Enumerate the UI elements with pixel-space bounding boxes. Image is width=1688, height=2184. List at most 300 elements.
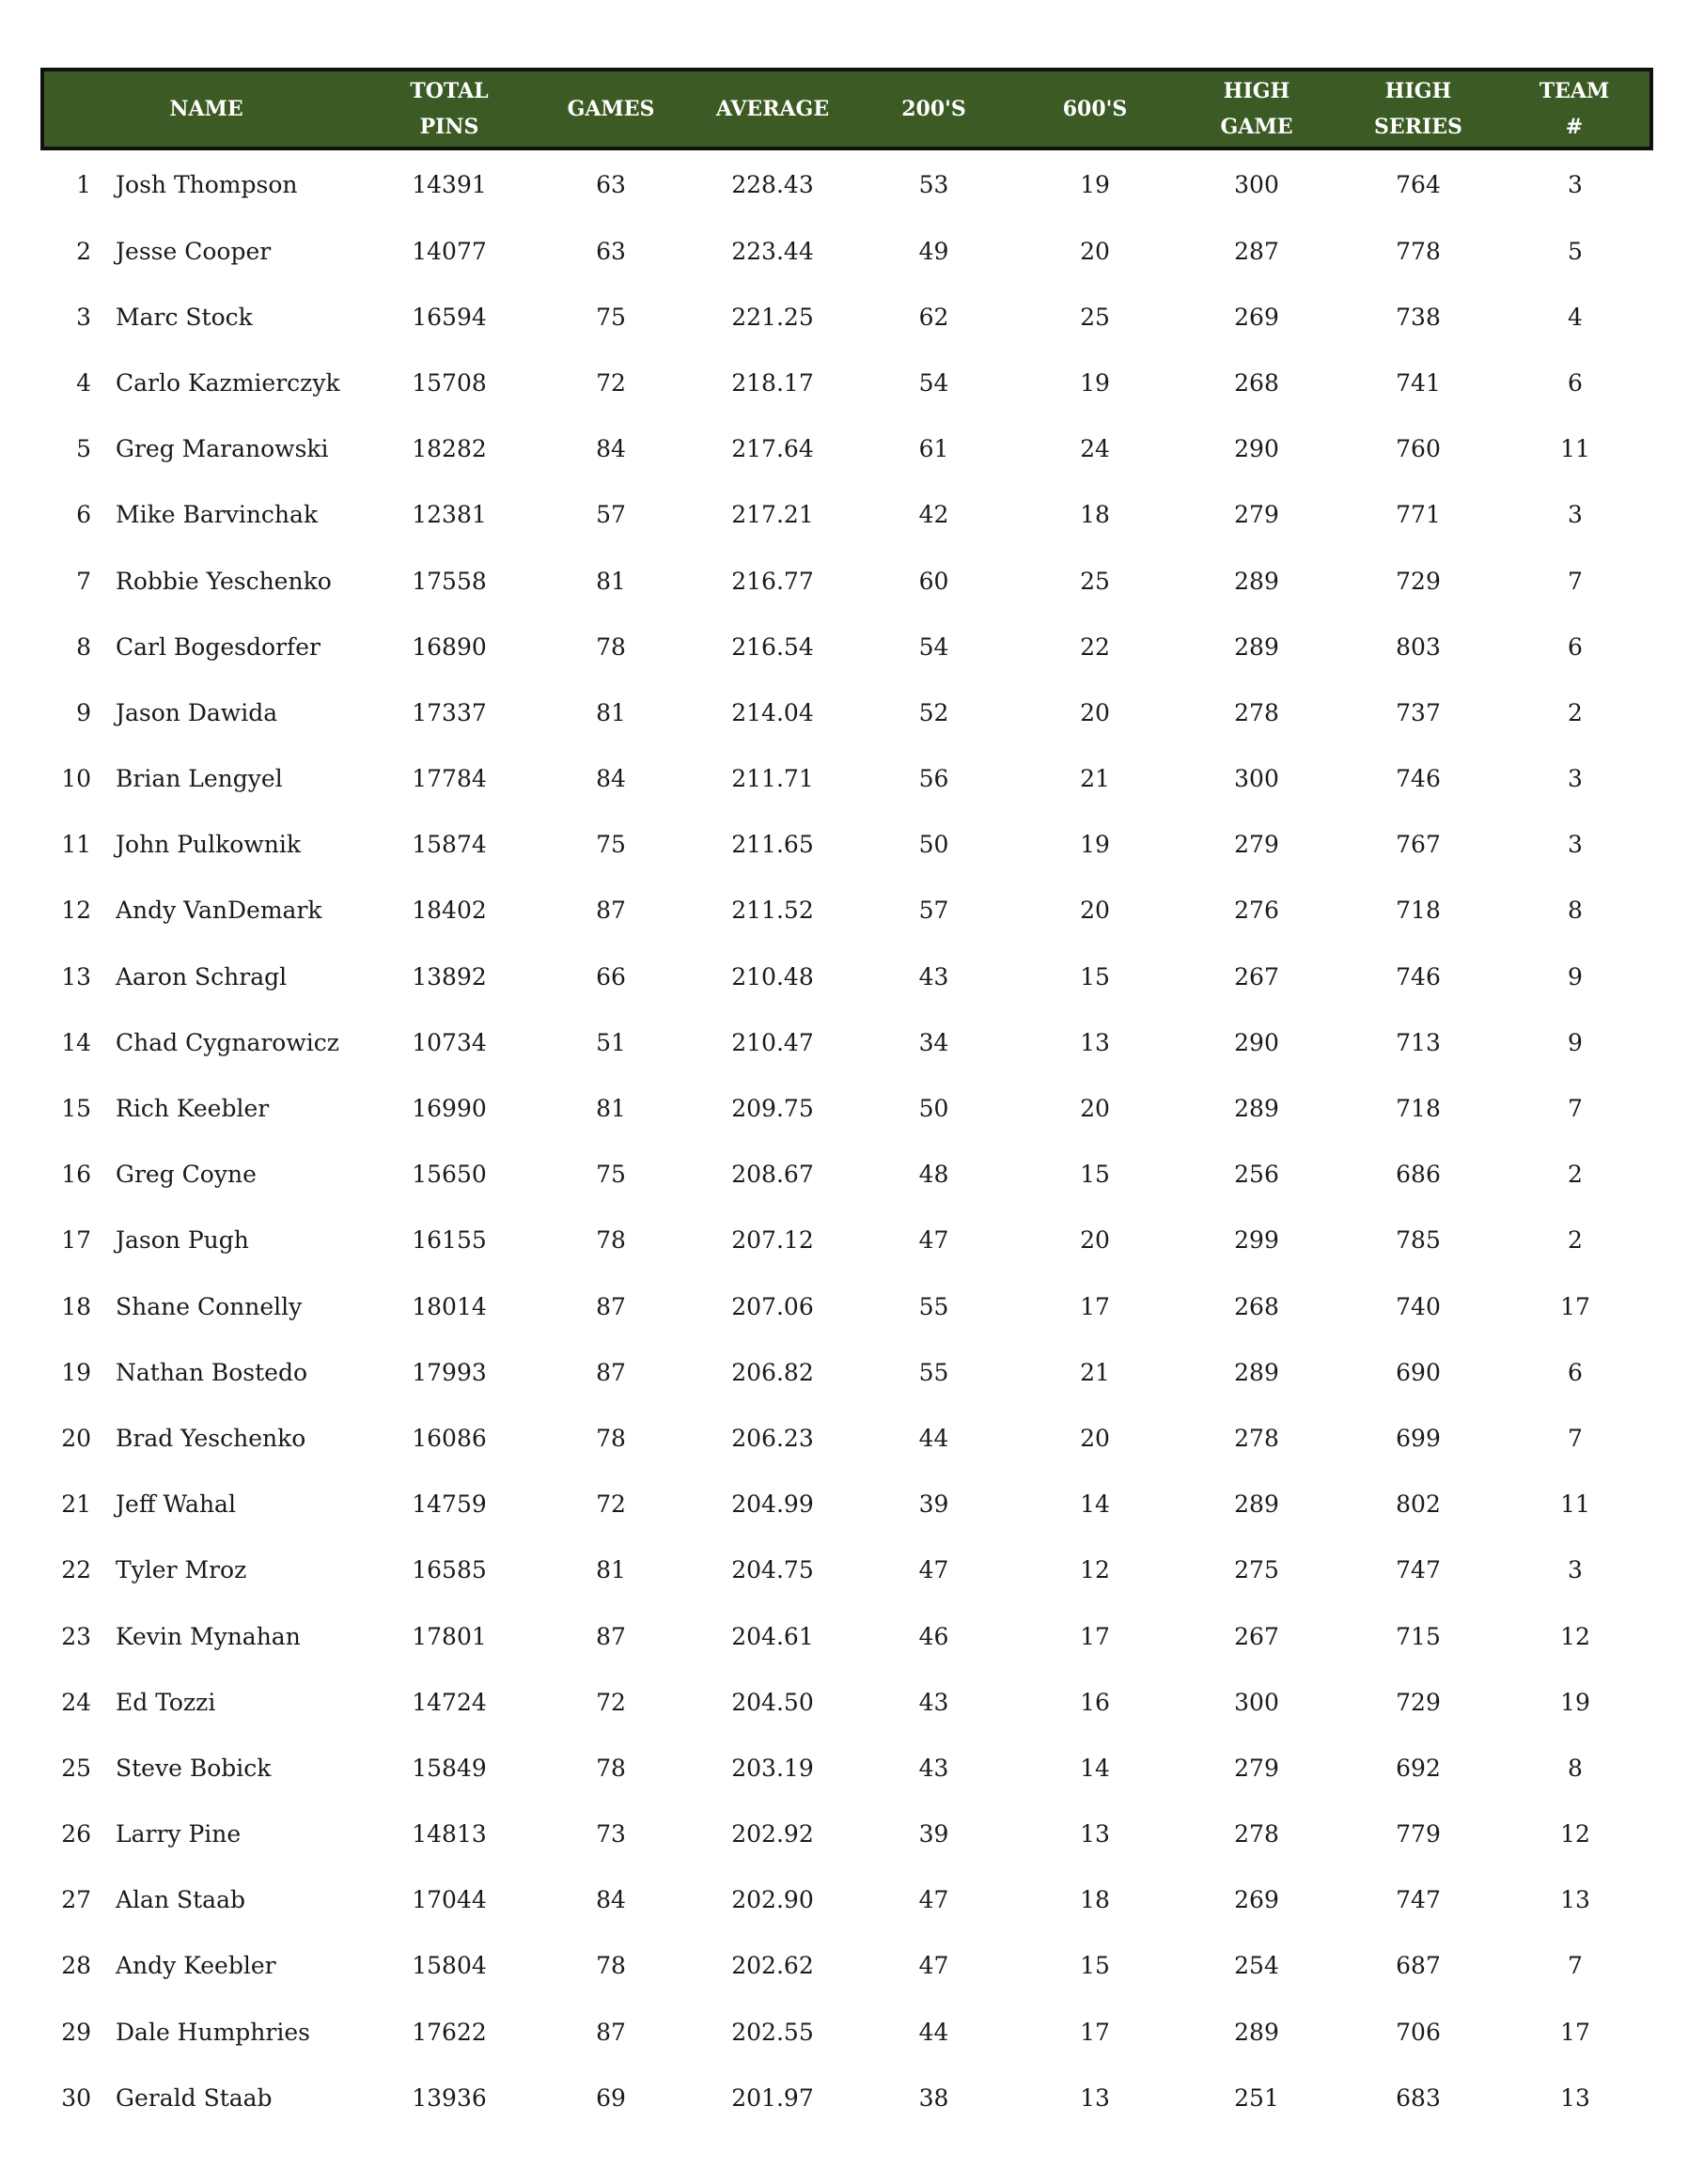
cell-name: Chad Cygnarowicz [116,1028,339,1056]
cell-six-hundreds: 15 [1080,1952,1110,1980]
cell-six-hundreds: 21 [1080,765,1110,793]
cell-average: 203.19 [731,1754,814,1782]
cell-six-hundreds: 20 [1080,1424,1110,1452]
cell-rank: 6 [76,501,91,529]
cell-team: 11 [1560,1490,1590,1519]
cell-average: 201.97 [731,2083,814,2112]
cell-average: 202.92 [731,1820,814,1849]
cell-name: Marc Stock [116,303,253,331]
cell-total-pins: 15650 [412,1161,487,1189]
header-label-line: TEAM [1539,79,1610,103]
cell-games: 75 [596,831,626,859]
cell-rank: 29 [61,2018,91,2046]
cell-two-hundreds: 44 [918,2018,949,2046]
cell-six-hundreds: 25 [1080,567,1110,595]
cell-average: 211.65 [731,831,814,859]
cell-games: 81 [596,1556,626,1584]
cell-average: 217.64 [731,435,814,463]
cell-high-series: 699 [1396,1424,1441,1452]
cell-team: 9 [1568,1028,1583,1056]
table-row [42,944,1651,1009]
cell-two-hundreds: 42 [918,501,949,529]
cell-six-hundreds: 13 [1080,1028,1110,1056]
cell-total-pins: 12381 [412,501,487,529]
cell-average: 206.82 [731,1358,814,1386]
cell-team: 19 [1560,1688,1590,1716]
cell-two-hundreds: 48 [918,1161,949,1189]
cell-games: 84 [596,1886,626,1914]
cell-two-hundreds: 55 [918,1358,949,1386]
cell-team: 17 [1560,1292,1590,1320]
cell-high-series: 687 [1396,1952,1441,1980]
cell-total-pins: 13936 [412,2083,487,2112]
cell-team: 8 [1568,1754,1583,1782]
cell-rank: 26 [61,1820,91,1849]
cell-team: 3 [1568,831,1583,859]
cell-games: 81 [596,1095,626,1123]
bowler-averages-table [40,68,1653,2130]
table-row [42,1933,1651,1999]
cell-six-hundreds: 20 [1080,1226,1110,1255]
cell-high-game: 251 [1234,2083,1279,2112]
cell-games: 78 [596,1226,626,1255]
cell-total-pins: 14077 [412,237,487,265]
cell-rank: 8 [76,632,91,661]
cell-high-game: 268 [1234,368,1279,397]
cell-six-hundreds: 15 [1080,962,1110,991]
cell-team: 9 [1568,962,1583,991]
table-row [42,1208,1651,1273]
cell-two-hundreds: 43 [918,1754,949,1782]
table-body [42,148,1651,2130]
cell-name: Carl Bogesdorfer [116,632,320,661]
cell-rank: 1 [76,170,91,198]
cell-two-hundreds: 34 [918,1028,949,1056]
cell-team: 8 [1568,897,1583,925]
cell-two-hundreds: 47 [918,1886,949,1914]
table-row [42,1273,1651,1339]
header-row [42,70,1651,148]
cell-high-series: 778 [1396,237,1441,265]
header-label-line: SERIES [1374,115,1462,139]
cell-high-series: 746 [1396,765,1441,793]
cell-two-hundreds: 57 [918,897,949,925]
cell-total-pins: 10734 [412,1028,487,1056]
header-high-series [1337,70,1499,148]
cell-team: 17 [1560,2018,1590,2046]
table-row [42,1075,1651,1141]
cell-rank: 10 [61,765,91,793]
cell-name: Greg Coyne [116,1161,257,1189]
cell-average: 207.12 [731,1226,814,1255]
cell-six-hundreds: 19 [1080,170,1110,198]
cell-high-series: 706 [1396,2018,1441,2046]
cell-rank: 11 [61,831,91,859]
cell-high-game: 267 [1234,1622,1279,1650]
cell-high-game: 290 [1234,1028,1279,1056]
cell-high-game: 256 [1234,1161,1279,1189]
cell-name: Kevin Mynahan [116,1622,301,1650]
cell-games: 84 [596,765,626,793]
table-row [42,1669,1651,1735]
cell-rank: 15 [61,1095,91,1123]
cell-games: 75 [596,1161,626,1189]
cell-name: Alan Staab [116,1886,245,1914]
cell-two-hundreds: 47 [918,1556,949,1584]
cell-high-series: 767 [1396,831,1441,859]
header-label-line: AVERAGE [715,97,830,121]
cell-average: 210.48 [731,962,814,991]
table-row [42,548,1651,614]
cell-games: 72 [596,1490,626,1519]
cell-name: Gerald Staab [116,2083,273,2112]
table-row [42,1537,1651,1603]
header-team [1499,70,1651,148]
cell-high-series: 690 [1396,1358,1441,1386]
cell-rank: 19 [61,1358,91,1386]
cell-two-hundreds: 50 [918,1095,949,1123]
cell-games: 87 [596,1622,626,1650]
header-label-line: 600'S [1062,97,1128,121]
cell-two-hundreds: 43 [918,1688,949,1716]
cell-high-series: 718 [1396,1095,1441,1123]
cell-team: 11 [1560,435,1590,463]
cell-two-hundreds: 39 [918,1820,949,1849]
cell-high-series: 729 [1396,1688,1441,1716]
table-row [42,878,1651,944]
cell-high-series: 771 [1396,501,1441,529]
cell-two-hundreds: 39 [918,1490,949,1519]
cell-high-series: 803 [1396,632,1441,661]
table-row [42,1472,1651,1537]
cell-team: 7 [1568,567,1583,595]
cell-average: 211.52 [731,897,814,925]
cell-team: 2 [1568,1161,1583,1189]
cell-team: 6 [1568,632,1583,661]
cell-total-pins: 17622 [412,2018,487,2046]
cell-rank: 5 [76,435,91,463]
cell-total-pins: 18014 [412,1292,487,1320]
cell-total-pins: 18402 [412,897,487,925]
cell-rank: 13 [61,962,91,991]
cell-name: Andy VanDemark [116,897,322,925]
cell-name: Dale Humphries [116,2018,310,2046]
cell-total-pins: 17784 [412,765,487,793]
cell-team: 12 [1560,1820,1590,1849]
cell-total-pins: 14724 [412,1688,487,1716]
cell-name: Rich Keebler [116,1095,270,1123]
cell-two-hundreds: 62 [918,303,949,331]
cell-games: 84 [596,435,626,463]
cell-two-hundreds: 44 [918,1424,949,1452]
cell-six-hundreds: 18 [1080,1886,1110,1914]
cell-games: 63 [596,237,626,265]
table-row [42,1603,1651,1669]
cell-rank: 20 [61,1424,91,1452]
table-row [42,1735,1651,1801]
cell-team: 3 [1568,1556,1583,1584]
cell-team: 6 [1568,1358,1583,1386]
cell-high-series: 715 [1396,1622,1441,1650]
table-row [42,1405,1651,1471]
cell-team: 12 [1560,1622,1590,1650]
cell-name: Ed Tozzi [116,1688,216,1716]
cell-rank: 24 [61,1688,91,1716]
cell-average: 202.55 [731,2018,814,2046]
table-row [42,218,1651,284]
cell-rank: 25 [61,1754,91,1782]
header-label-line: 200'S [901,97,966,121]
cell-six-hundreds: 20 [1080,897,1110,925]
cell-games: 72 [596,1688,626,1716]
cell-team: 7 [1568,1952,1583,1980]
cell-six-hundreds: 12 [1080,1556,1110,1584]
cell-games: 87 [596,897,626,925]
cell-high-game: 268 [1234,1292,1279,1320]
cell-total-pins: 17993 [412,1358,487,1386]
cell-team: 2 [1568,698,1583,726]
header-label-line: GAME [1220,115,1293,139]
cell-high-game: 299 [1234,1226,1279,1255]
cell-total-pins: 16086 [412,1424,487,1452]
cell-two-hundreds: 54 [918,632,949,661]
cell-rank: 27 [61,1886,91,1914]
cell-six-hundreds: 16 [1080,1688,1110,1716]
cell-high-game: 279 [1234,1754,1279,1782]
cell-two-hundreds: 50 [918,831,949,859]
cell-high-game: 289 [1234,1490,1279,1519]
cell-high-game: 289 [1234,2018,1279,2046]
cell-total-pins: 15874 [412,831,487,859]
table-row [42,1802,1651,1867]
cell-two-hundreds: 49 [918,237,949,265]
cell-team: 2 [1568,1226,1583,1255]
table-row [42,1867,1651,1933]
table-row [42,416,1651,482]
cell-rank: 16 [61,1161,91,1189]
cell-two-hundreds: 60 [918,567,949,595]
cell-high-game: 278 [1234,1820,1279,1849]
cell-team: 3 [1568,170,1583,198]
cell-games: 66 [596,962,626,991]
cell-name: Larry Pine [116,1820,242,1849]
cell-six-hundreds: 19 [1080,831,1110,859]
cell-team: 6 [1568,368,1583,397]
cell-name: Brian Lengyel [116,765,283,793]
table-row [42,614,1651,679]
cell-games: 72 [596,368,626,397]
table-row [42,1142,1651,1208]
cell-two-hundreds: 56 [918,765,949,793]
cell-total-pins: 16585 [412,1556,487,1584]
cell-two-hundreds: 47 [918,1952,949,1980]
cell-rank: 7 [76,567,91,595]
cell-name: Robbie Yeschenko [116,567,332,595]
cell-high-game: 290 [1234,435,1279,463]
cell-average: 216.54 [731,632,814,661]
cell-total-pins: 15708 [412,368,487,397]
cell-rank: 22 [61,1556,91,1584]
cell-high-series: 686 [1396,1161,1441,1189]
cell-two-hundreds: 61 [918,435,949,463]
cell-average: 206.23 [731,1424,814,1452]
cell-total-pins: 14813 [412,1820,487,1849]
cell-rank: 12 [61,897,91,925]
cell-name: Jeff Wahal [116,1490,236,1519]
table-row [42,284,1651,350]
cell-two-hundreds: 46 [918,1622,949,1650]
cell-high-series: 713 [1396,1028,1441,1056]
cell-high-game: 278 [1234,1424,1279,1452]
cell-high-series: 740 [1396,1292,1441,1320]
cell-average: 204.99 [731,1490,814,1519]
cell-total-pins: 17801 [412,1622,487,1650]
cell-six-hundreds: 20 [1080,698,1110,726]
cell-total-pins: 16155 [412,1226,487,1255]
cell-six-hundreds: 17 [1080,1292,1110,1320]
table-header [42,70,1651,148]
cell-rank: 28 [61,1952,91,1980]
cell-high-series: 747 [1396,1886,1441,1914]
cell-two-hundreds: 38 [918,2083,949,2112]
cell-six-hundreds: 22 [1080,632,1110,661]
table-row [42,1999,1651,2065]
table-row [42,2065,1651,2130]
cell-high-game: 279 [1234,831,1279,859]
cell-high-game: 254 [1234,1952,1279,1980]
cell-six-hundreds: 17 [1080,1622,1110,1650]
cell-games: 87 [596,1358,626,1386]
cell-rank: 9 [76,698,91,726]
header-total-pins [368,70,530,148]
cell-high-game: 267 [1234,962,1279,991]
cell-average: 209.75 [731,1095,814,1123]
table-row [42,148,1651,218]
cell-two-hundreds: 43 [918,962,949,991]
cell-two-hundreds: 54 [918,368,949,397]
cell-team: 13 [1560,2083,1590,2112]
cell-total-pins: 16990 [412,1095,487,1123]
cell-total-pins: 18282 [412,435,487,463]
cell-total-pins: 15804 [412,1952,487,1980]
cell-name: Shane Connelly [116,1292,303,1320]
cell-total-pins: 14391 [412,170,487,198]
cell-high-game: 289 [1234,1095,1279,1123]
cell-average: 223.44 [731,237,814,265]
cell-team: 7 [1568,1424,1583,1452]
header-average [692,70,853,148]
table-row [42,746,1651,812]
cell-high-series: 692 [1396,1754,1441,1782]
cell-average: 204.50 [731,1688,814,1716]
cell-total-pins: 17558 [412,567,487,595]
cell-name: Mike Barvinchak [116,501,319,529]
cell-name: Greg Maranowski [116,435,329,463]
cell-high-series: 785 [1396,1226,1441,1255]
table-row [42,679,1651,745]
cell-average: 207.06 [731,1292,814,1320]
cell-games: 87 [596,1292,626,1320]
cell-high-series: 683 [1396,2083,1441,2112]
cell-high-series: 760 [1396,435,1441,463]
cell-games: 78 [596,1754,626,1782]
cell-name: Jason Dawida [116,698,278,726]
cell-six-hundreds: 20 [1080,1095,1110,1123]
header-high-game [1176,70,1337,148]
header-label-line: TOTAL [410,79,489,103]
cell-games: 81 [596,567,626,595]
cell-name: John Pulkownik [116,831,301,859]
header-label-line: GAMES [567,97,655,121]
cell-average: 208.67 [731,1161,814,1189]
cell-six-hundreds: 19 [1080,368,1110,397]
header-label-line: HIGH [1384,79,1452,103]
cell-rank: 2 [76,237,91,265]
cell-total-pins: 17337 [412,698,487,726]
cell-total-pins: 13892 [412,962,487,991]
cell-high-series: 738 [1396,303,1441,331]
cell-rank: 30 [61,2083,91,2112]
cell-high-series: 747 [1396,1556,1441,1584]
cell-games: 78 [596,632,626,661]
cell-high-series: 779 [1396,1820,1441,1849]
cell-name: Josh Thompson [116,170,298,198]
cell-high-series: 729 [1396,567,1441,595]
cell-high-game: 289 [1234,1358,1279,1386]
cell-games: 51 [596,1028,626,1056]
cell-high-series: 746 [1396,962,1441,991]
cell-name: Brad Yeschenko [116,1424,306,1452]
cell-average: 202.90 [731,1886,814,1914]
cell-six-hundreds: 15 [1080,1161,1110,1189]
cell-high-game: 300 [1234,170,1279,198]
cell-total-pins: 14759 [412,1490,487,1519]
header-games [530,70,692,148]
cell-high-series: 718 [1396,897,1441,925]
cell-average: 218.17 [731,368,814,397]
cell-six-hundreds: 21 [1080,1358,1110,1386]
cell-two-hundreds: 53 [918,170,949,198]
table-row [42,812,1651,878]
cell-games: 78 [596,1952,626,1980]
cell-high-game: 276 [1234,897,1279,925]
cell-high-game: 300 [1234,765,1279,793]
table-row [42,1009,1651,1075]
cell-average: 221.25 [731,303,814,331]
header-label-line: NAME [169,97,243,121]
cell-team: 3 [1568,501,1583,529]
cell-six-hundreds: 25 [1080,303,1110,331]
header-name [42,70,368,148]
cell-total-pins: 17044 [412,1886,487,1914]
cell-high-game: 269 [1234,303,1279,331]
cell-high-series: 737 [1396,698,1441,726]
cell-rank: 23 [61,1622,91,1650]
cell-team: 7 [1568,1095,1583,1123]
cell-games: 75 [596,303,626,331]
cell-six-hundreds: 20 [1080,237,1110,265]
cell-average: 204.61 [731,1622,814,1650]
cell-average: 202.62 [731,1952,814,1980]
cell-two-hundreds: 52 [918,698,949,726]
cell-games: 57 [596,501,626,529]
cell-rank: 14 [61,1028,91,1056]
cell-two-hundreds: 47 [918,1226,949,1255]
cell-team: 4 [1568,303,1583,331]
cell-average: 204.75 [731,1556,814,1584]
cell-games: 73 [596,1820,626,1849]
cell-rank: 21 [61,1490,91,1519]
